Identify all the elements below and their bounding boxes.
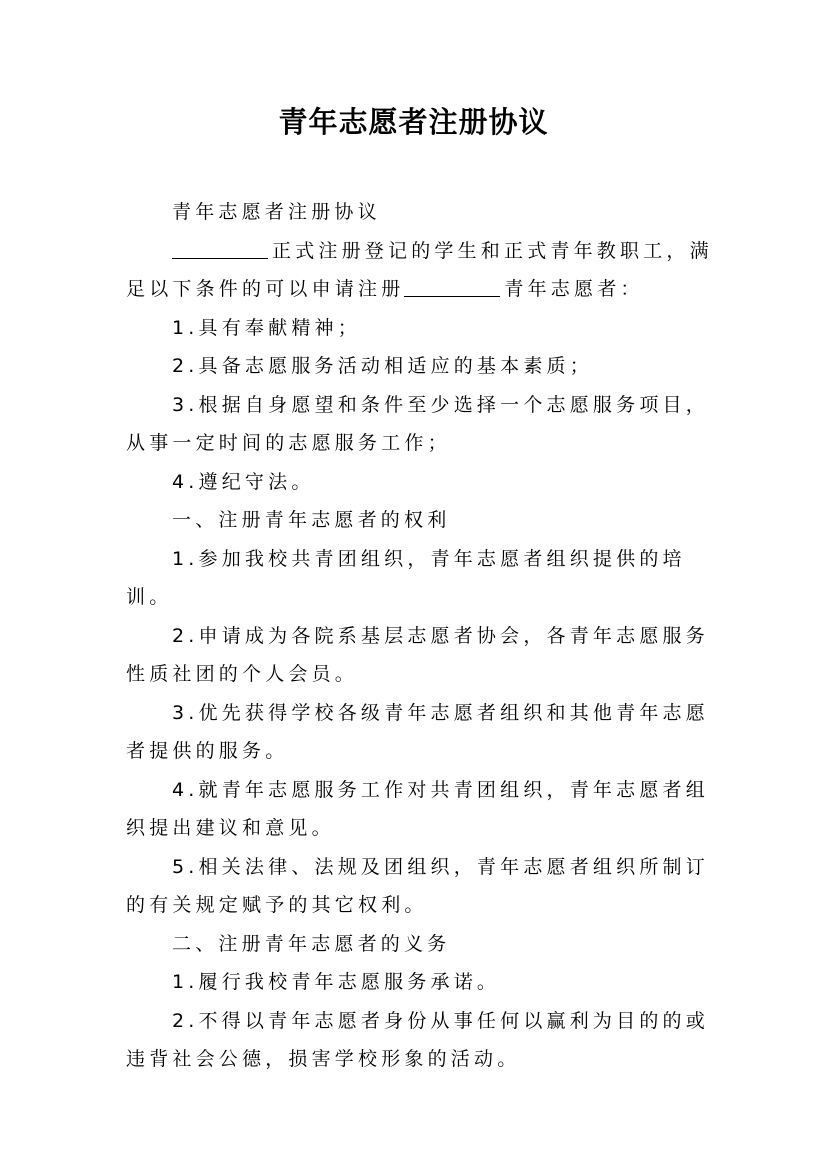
document-subtitle: 青年志愿者注册协议 (172, 201, 381, 223)
condition-item: 2.具备志愿服务活动相适应的基本素质； (172, 355, 593, 377)
fill-in-blank[interactable] (404, 276, 500, 297)
condition-item: 1.具有奉献精神； (172, 316, 361, 339)
intro-paragraph (126, 232, 726, 309)
rights-item: 2.申请成为各院系基层志愿者协会，各青年志愿服务性质社团的个人会员。 (126, 624, 709, 685)
condition-item: 4.遵纪守法。 (172, 470, 315, 493)
intro-text-part1: 正式注册登记的学生和正式青年教职工，满足以下条件的可以申请注册 (126, 239, 713, 300)
rights-item: 1.参加我校共青团组织，青年志愿者组织提供的培训。 (126, 547, 686, 608)
rights-heading: 一、注册青年志愿者的权利 (172, 509, 451, 531)
rights-item: 3.优先获得学校各级青年志愿者组织和其他青年志愿者提供的服务。 (126, 701, 709, 762)
condition-item: 3.根据自身愿望和条件至少选择一个志愿服务项目，从事一定时间的志愿服务工作； (126, 393, 709, 454)
duties-item: 1.履行我校青年志愿服务承诺。 (172, 971, 501, 993)
document-body (126, 193, 726, 1079)
intro-text-part2: 青年志愿者： (504, 278, 644, 300)
fill-in-blank[interactable] (172, 238, 268, 259)
duties-heading: 二、注册青年志愿者的义务 (172, 932, 451, 955)
rights-item: 4.就青年志愿服务工作对共青团组织，青年志愿者组织提出建议和意见。 (126, 778, 709, 839)
duties-item: 2.不得以青年志愿者身份从事任何以赢利为目的的或违背社会公德，损害学校形象的活动。 (126, 1009, 709, 1070)
document-title: 青年志愿者注册协议 (278, 105, 549, 139)
rights-item: 5.相关法律、法规及团组织，青年志愿者组织所制订的有关规定赋予的其它权利。 (126, 855, 709, 916)
